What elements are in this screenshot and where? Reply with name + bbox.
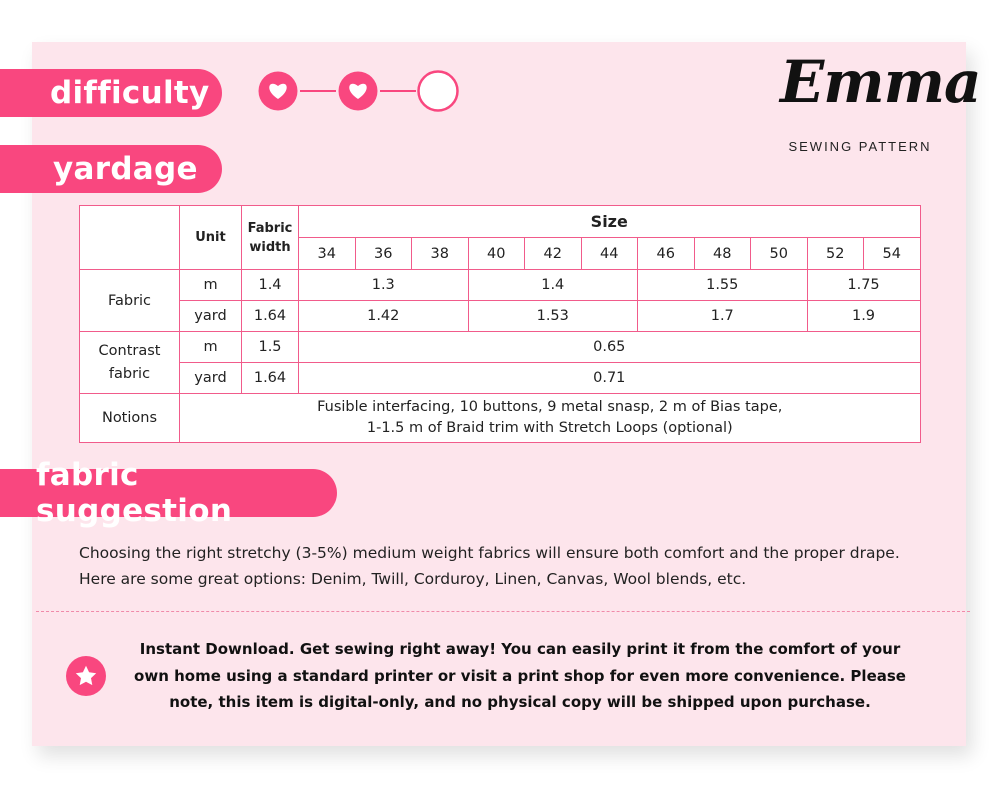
yardage-value: 0.71 bbox=[299, 363, 921, 394]
star-icon bbox=[74, 664, 98, 688]
table-row bbox=[80, 270, 921, 301]
table-row bbox=[80, 394, 921, 443]
size-cell: 36 bbox=[355, 238, 412, 270]
yardage-value: 1.9 bbox=[807, 301, 920, 332]
yardage-value: 1.42 bbox=[299, 301, 469, 332]
yardage-heading bbox=[0, 145, 222, 193]
difficulty-heading bbox=[0, 69, 222, 117]
width-cell: 1.5 bbox=[242, 332, 299, 363]
yardage-value: 1.7 bbox=[638, 301, 808, 332]
width-cell: 1.64 bbox=[242, 301, 299, 332]
yardage-heading-text: yardage bbox=[53, 151, 198, 187]
yardage-value: 1.3 bbox=[299, 270, 469, 301]
notions-row-label: Notions bbox=[80, 394, 180, 443]
size-cell: 42 bbox=[525, 238, 582, 270]
size-header: Size bbox=[299, 206, 921, 238]
difficulty-rating bbox=[256, 69, 462, 113]
unit-cell: m bbox=[180, 332, 242, 363]
fabric-suggestion-heading bbox=[0, 457, 337, 529]
yardage-value: 1.75 bbox=[807, 270, 920, 301]
size-cell: 44 bbox=[581, 238, 638, 270]
contrast-row-label bbox=[80, 332, 180, 394]
fabric-description: Choosing the right stretchy (3-5%) medium weight fabrics will ensure both comfort and the proper drape. Here are some great options: Denim, Twill, Corduroy, Linen, Canvas, Wool blends, etc. bbox=[79, 544, 900, 588]
brand-logo: Emma bbox=[780, 48, 981, 116]
yardage-table bbox=[79, 205, 921, 443]
size-cell: 52 bbox=[807, 238, 864, 270]
download-notice: Instant Download. Get sewing right away! You can easily print it from the comfort of your own home using a standard printer or visit a print shop for even more convenience. Please note, this item is digital-only, and no physical copy will be shipped upon purchase. bbox=[134, 640, 906, 711]
size-cell: 34 bbox=[299, 238, 356, 270]
contrast-label-line2: fabric bbox=[108, 365, 151, 382]
table-row bbox=[80, 332, 921, 363]
yardage-value: 1.55 bbox=[638, 270, 808, 301]
size-cell: 40 bbox=[468, 238, 525, 270]
yardage-value: 1.53 bbox=[468, 301, 638, 332]
table-row bbox=[80, 363, 921, 394]
dashed-divider bbox=[36, 611, 970, 612]
fabric-suggestion-heading-text: fabric suggestion bbox=[36, 457, 233, 529]
table-row bbox=[80, 301, 921, 332]
size-cell: 38 bbox=[412, 238, 469, 270]
unit-cell: yard bbox=[180, 363, 242, 394]
notions-line1: Fusible interfacing, 10 buttons, 9 metal snasp, 2 m of Bias tape, bbox=[317, 399, 783, 415]
fabric-width-header bbox=[242, 206, 299, 270]
size-cell: 46 bbox=[638, 238, 695, 270]
difficulty-heading-text: difficulty bbox=[50, 75, 210, 111]
fabric-width-header-line1: Fabric bbox=[247, 220, 293, 236]
size-cell: 50 bbox=[751, 238, 808, 270]
width-cell: 1.64 bbox=[242, 363, 299, 394]
table-header-row bbox=[80, 206, 921, 238]
size-cell: 48 bbox=[694, 238, 751, 270]
yardage-value: 1.4 bbox=[468, 270, 638, 301]
contrast-label-line1: Contrast bbox=[98, 342, 161, 359]
yardage-value: 0.65 bbox=[299, 332, 921, 363]
brand-subtitle: SEWING PATTERN bbox=[788, 139, 932, 154]
notions-value bbox=[180, 394, 921, 443]
table-corner-cell bbox=[80, 206, 180, 270]
size-cell: 54 bbox=[864, 238, 921, 270]
unit-cell: yard bbox=[180, 301, 242, 332]
width-cell: 1.4 bbox=[242, 270, 299, 301]
fabric-row-label: Fabric bbox=[80, 270, 180, 332]
notions-line2: 1-1.5 m of Braid trim with Stretch Loops (optional) bbox=[366, 420, 733, 436]
fabric-width-header-line2: width bbox=[249, 239, 291, 255]
star-badge bbox=[66, 656, 106, 696]
unit-header: Unit bbox=[180, 206, 242, 270]
unit-cell: m bbox=[180, 270, 242, 301]
rating-dot-empty bbox=[419, 72, 458, 111]
